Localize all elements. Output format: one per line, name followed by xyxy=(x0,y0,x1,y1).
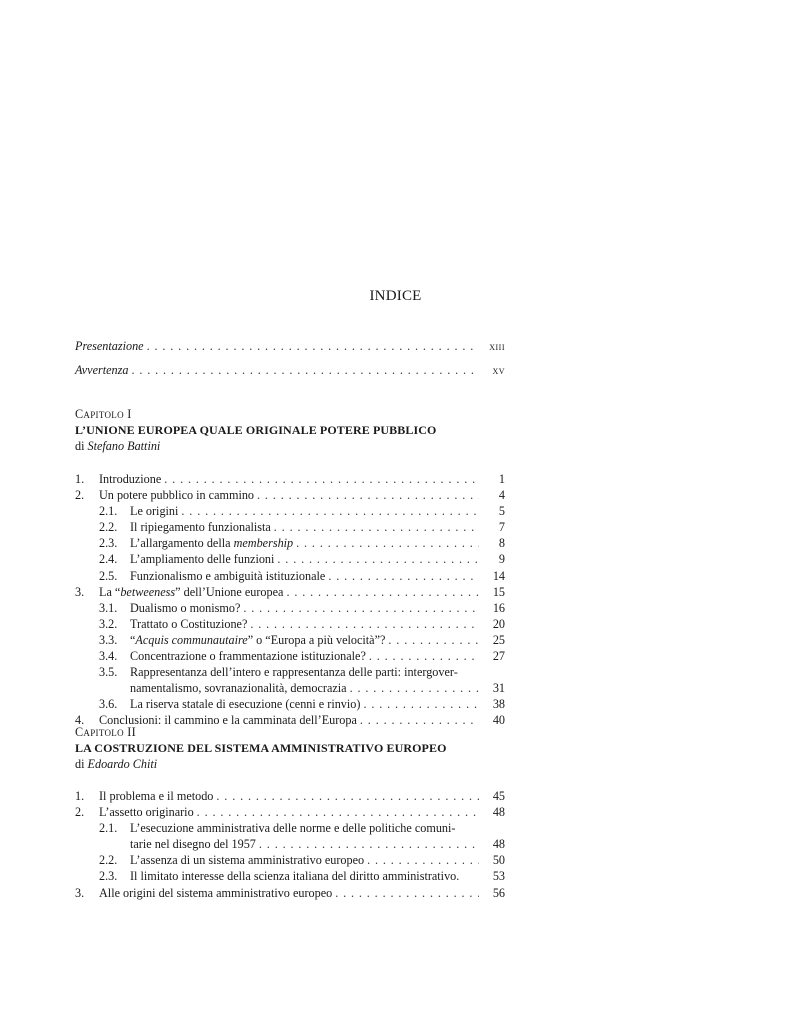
page-number: xv xyxy=(492,365,505,377)
toc-entry[interactable]: 3. La “betweeness” dell’Unione europea . . . 15 xyxy=(75,584,505,600)
chapter-1-entries xyxy=(75,471,505,729)
toc-entry[interactable]: 2.5. Funzionalismo e ambiguità istituzionale . . . 14 xyxy=(75,568,505,584)
chapter-1-heading xyxy=(75,406,505,454)
page-number: xiii xyxy=(489,341,505,353)
leader-dots xyxy=(147,338,479,354)
chapter-2-heading xyxy=(75,724,505,772)
toc-entry[interactable]: 3.1. Dualismo o monismo? . . . 16 xyxy=(75,600,505,616)
toc-entry[interactable]: 3. Alle origini del sistema amministrativo europeo . . . 56 xyxy=(75,885,505,901)
chapter-label: Capitolo II xyxy=(75,725,136,739)
front-matter xyxy=(75,338,505,378)
toc-entry[interactable]: 2.1. Le origini . . . 5 xyxy=(75,503,505,519)
toc-entry[interactable]: 1. Il problema e il metodo . . . 45 xyxy=(75,788,505,804)
page-title: INDICE xyxy=(369,288,422,304)
toc-entry-multiline[interactable]: 2.1. L’esecuzione amministrativa delle norme e delle politiche comuni- tarie nel disegno del 1957 . . . 48 xyxy=(75,820,505,852)
chapter-author: di Edoardo Chiti xyxy=(75,757,158,771)
toc-entry[interactable]: 2.3. L’allargamento della membership . . . 8 xyxy=(75,535,505,551)
toc-entry[interactable]: 2. Un potere pubblico in cammino . . . 4 xyxy=(75,487,505,503)
chapter-title: L’UNIONE EUROPEA QUALE ORIGINALE POTERE PUBBLICO xyxy=(75,423,437,437)
leader-dots xyxy=(131,362,479,378)
toc-entry[interactable]: 3.4. Concentrazione o frammentazione istituzionale? . . . 27 xyxy=(75,648,505,664)
toc-entry[interactable]: 4. Conclusioni: il cammino e la camminata dell’Europa . . . 40 xyxy=(75,712,505,728)
chapter-label: Capitolo I xyxy=(75,407,132,421)
chapter-title: LA COSTRUZIONE DEL SISTEMA AMMINISTRATIVO EUROPEO xyxy=(75,741,447,755)
toc-entry[interactable]: 3.2. Trattato o Costituzione? . . . 20 xyxy=(75,616,505,632)
toc-entry[interactable]: 2.2. L’assenza di un sistema amministrativo europeo . . . 50 xyxy=(75,852,505,868)
toc-entry[interactable]: 1. Introduzione . . . 1 xyxy=(75,471,505,487)
toc-entry-multiline[interactable]: 3.5. Rappresentanza dell’intero e rappresentanza delle parti: intergover- namentalismo, sovranazionalità, democrazia . . . 31 xyxy=(75,664,505,696)
toc-entry-presentazione[interactable] xyxy=(75,338,505,362)
toc-entry[interactable]: 3.6. La riserva statale di esecuzione (cenni e rinvio) . . . 38 xyxy=(75,696,505,712)
toc-entry[interactable]: 2.4. L’ampliamento delle funzioni . . . 9 xyxy=(75,551,505,567)
toc-entry[interactable]: 2.3. Il limitato interesse della scienza italiana del diritto amministrativo. 53 xyxy=(99,869,505,884)
toc-entry[interactable]: 2.2. Il ripiegamento funzionalista . . . 7 xyxy=(75,519,505,535)
chapter-2-entries xyxy=(75,788,505,901)
entry-label: Presentazione xyxy=(75,339,144,353)
toc-entry[interactable]: 2. L’assetto originario . . . 48 xyxy=(75,804,505,820)
toc-entry[interactable]: 3.3. “Acquis communautaire” o “Europa a più velocità”? . . . 25 xyxy=(75,632,505,648)
chapter-author: di Stefano Battini xyxy=(75,439,161,453)
toc-entry-avvertenza[interactable] xyxy=(75,362,505,378)
entry-label: Avvertenza xyxy=(75,363,129,377)
